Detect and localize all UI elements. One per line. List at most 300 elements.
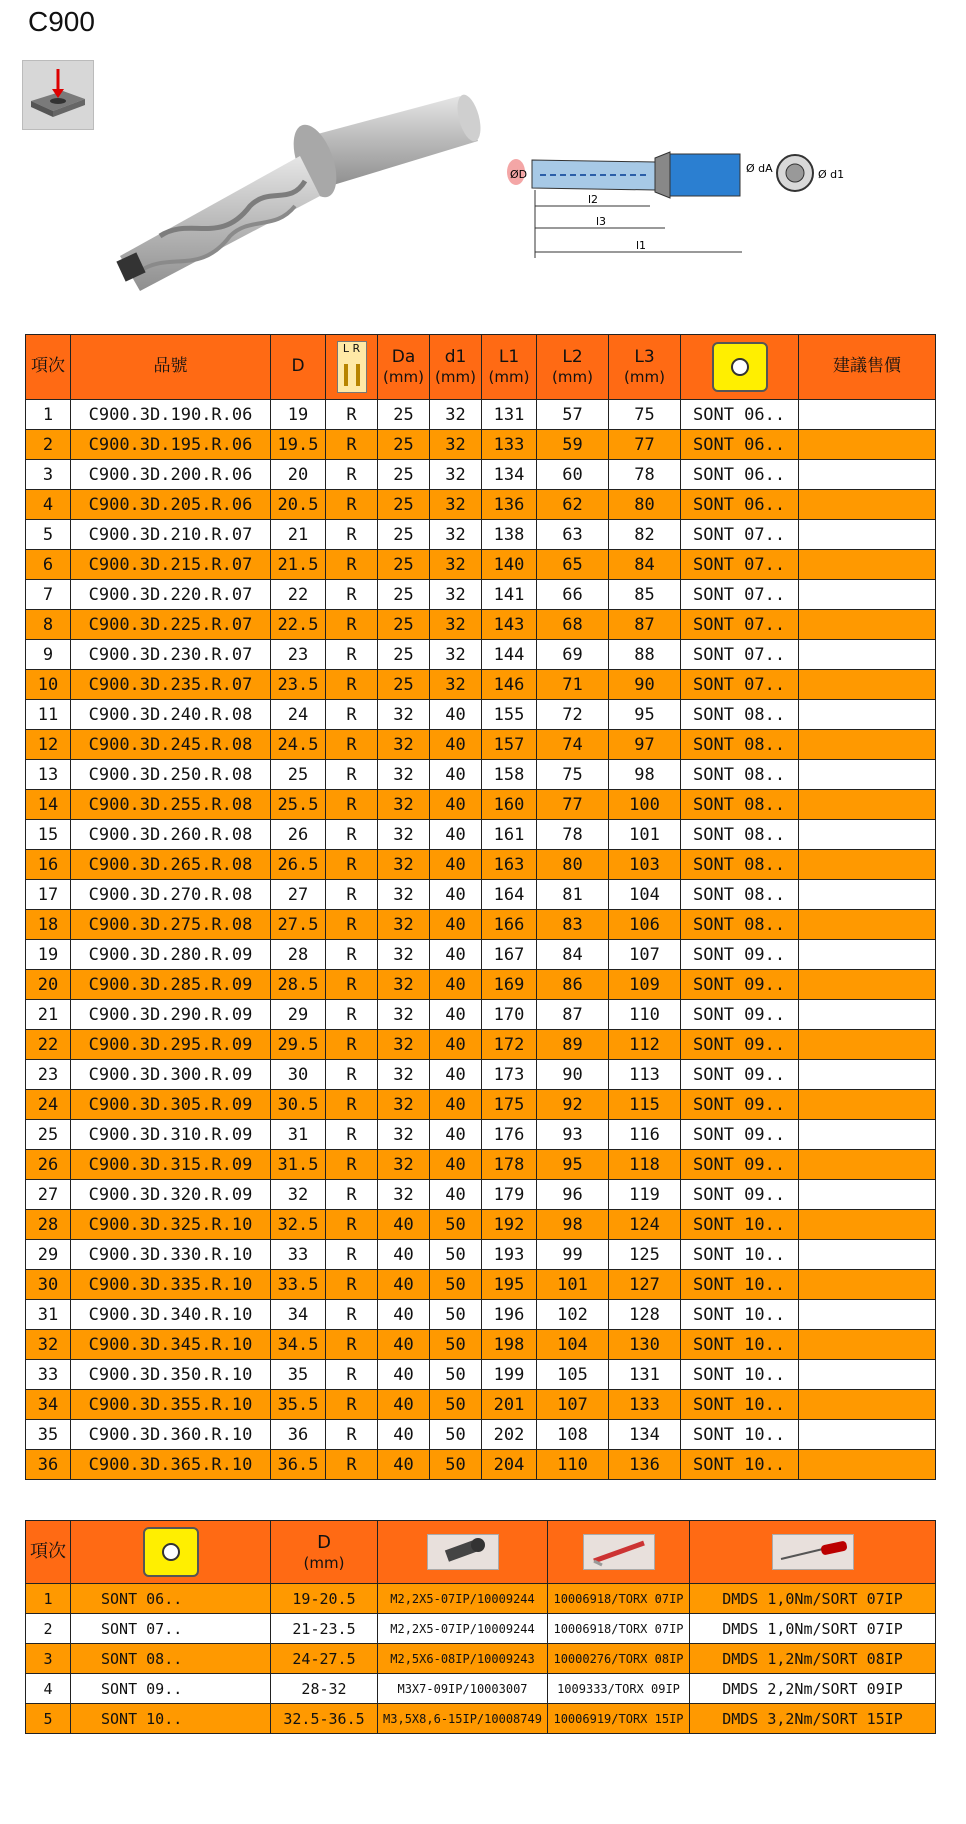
table-row [26,1674,936,1704]
cell-Da: 32 [378,1000,430,1030]
cell-part: C900.3D.270.R.08 [71,880,271,910]
cell-d1: 50 [430,1450,482,1480]
header-Da: Da (mm) [378,335,430,400]
cell-no: 6 [26,550,71,580]
cell-d1: 40 [430,880,482,910]
cell-key: 10006918/TORX 07IP [548,1614,690,1644]
cell-no: 7 [26,580,71,610]
cell-part: C900.3D.195.R.06 [71,430,271,460]
cell-Da: 32 [378,1180,430,1210]
cell-D: 31.5 [271,1150,326,1180]
cell-L3: 98 [609,760,681,790]
table-row [26,1000,936,1030]
table-row [26,670,936,700]
cell-L2: 96 [537,1180,609,1210]
cell-L1: 173 [482,1060,537,1090]
cell-L3: 124 [609,1210,681,1240]
screw-icon [427,1534,499,1570]
cell-insert: SONT 10.. [681,1270,799,1300]
cell-lr: R [326,610,378,640]
cell-part: C900.3D.230.R.07 [71,640,271,670]
cell-D: 34 [271,1300,326,1330]
cell-L2: 89 [537,1030,609,1060]
cell-L3: 118 [609,1150,681,1180]
cell-d1: 32 [430,670,482,700]
cell-part: C900.3D.255.R.08 [71,790,271,820]
header-L1: L1 (mm) [482,335,537,400]
cell-Da: 25 [378,460,430,490]
table-row [26,490,936,520]
cell-L1: 198 [482,1330,537,1360]
cell-insert: SONT 09.. [681,1090,799,1120]
table-row [26,1420,936,1450]
cell-L2: 60 [537,460,609,490]
cell-price [799,1000,936,1030]
cell-L3: 128 [609,1300,681,1330]
cell-L3: 75 [609,400,681,430]
cell-part: C900.3D.275.R.08 [71,910,271,940]
cell-d1: 32 [430,610,482,640]
dim-da-label: Ø dA [746,162,773,175]
cell-part: C900.3D.300.R.09 [71,1060,271,1090]
cell-L3: 100 [609,790,681,820]
cell-lr: R [326,460,378,490]
cell-Da: 32 [378,1150,430,1180]
table-row [26,1450,936,1480]
dim-l2-label: l2 [588,193,599,206]
header-no: 項次 [26,335,71,400]
cell-Da: 32 [378,1090,430,1120]
cell-lr: R [326,910,378,940]
table-row [26,790,936,820]
cell-L3: 110 [609,1000,681,1030]
cell-d1: 32 [430,490,482,520]
cell-no: 3 [26,460,71,490]
cell-Da: 40 [378,1330,430,1360]
cell-L3: 101 [609,820,681,850]
cell-no: 30 [26,1270,71,1300]
cell-D: 34.5 [271,1330,326,1360]
cell-part: C900.3D.205.R.06 [71,490,271,520]
cell-lr: R [326,400,378,430]
cell-lr: R [326,820,378,850]
cell-no: 2 [26,1614,71,1644]
cell-L3: 84 [609,550,681,580]
cell-D: 21.5 [271,550,326,580]
header-L3: L3 (mm) [609,335,681,400]
drill-dimension-drawing [500,150,860,280]
cell-d1: 40 [430,1120,482,1150]
cell-price [799,1150,936,1180]
cell-L3: 103 [609,850,681,880]
cell-part: C900.3D.210.R.07 [71,520,271,550]
cell-no: 29 [26,1240,71,1270]
cell-no: 17 [26,880,71,910]
cell-Da: 25 [378,580,430,610]
cell-no: 1 [26,1584,71,1614]
cell-part: C900.3D.295.R.09 [71,1030,271,1060]
cell-L3: 82 [609,520,681,550]
cell-D: 32.5 [271,1210,326,1240]
cell-d1: 32 [430,430,482,460]
cell-insert: SONT 08.. [681,880,799,910]
cell-L3: 104 [609,880,681,910]
cell-price [799,820,936,850]
table-header-row [26,1521,936,1584]
cell-insert: SONT 09.. [681,1180,799,1210]
table-row [26,430,936,460]
cell-L2: 101 [537,1270,609,1300]
cell-L3: 85 [609,580,681,610]
dim-l3-label: l3 [596,215,607,228]
cell-key: 1009333/TORX 09IP [548,1674,690,1704]
cell-price [799,1120,936,1150]
cell-L2: 90 [537,1060,609,1090]
cell-price [799,790,936,820]
cell-L3: 130 [609,1330,681,1360]
cell-L2: 102 [537,1300,609,1330]
cell-insert: SONT 10.. [681,1450,799,1480]
cell-lr: R [326,1030,378,1060]
cell-L3: 112 [609,1030,681,1060]
cell-price [799,610,936,640]
cell-price [799,1420,936,1450]
cell-Da: 32 [378,970,430,1000]
header-insert [71,1521,271,1584]
cell-D: 21 [271,520,326,550]
cell-D: 23.5 [271,670,326,700]
cell-part: C900.3D.360.R.10 [71,1420,271,1450]
cell-part: C900.3D.320.R.09 [71,1180,271,1210]
cell-insert: SONT 08.. [681,760,799,790]
cell-no: 15 [26,820,71,850]
cell-lr: R [326,1450,378,1480]
accessory-table [25,1520,936,1734]
dim-d1-label: Ø d1 [818,168,845,181]
cell-screw: M2,5X6-08IP/10009243 [378,1644,548,1674]
cell-L1: 170 [482,1000,537,1030]
cell-D: 31 [271,1120,326,1150]
cell-d1: 40 [430,850,482,880]
cell-no: 28 [26,1210,71,1240]
cell-insert: SONT 08.. [681,910,799,940]
cell-L3: 116 [609,1120,681,1150]
cell-part: C900.3D.325.R.10 [71,1210,271,1240]
cell-D: 26.5 [271,850,326,880]
cell-D: 25 [271,760,326,790]
cell-D: 22 [271,580,326,610]
table-row [26,1060,936,1090]
cell-L3: 87 [609,610,681,640]
cell-L3: 107 [609,940,681,970]
cell-d1: 32 [430,640,482,670]
cell-d1: 40 [430,1180,482,1210]
cell-lr: R [326,970,378,1000]
cell-Da: 40 [378,1300,430,1330]
cell-L2: 77 [537,790,609,820]
cell-L2: 66 [537,580,609,610]
cell-insert: SONT 06.. [681,460,799,490]
cell-lr: R [326,1120,378,1150]
cell-L2: 65 [537,550,609,580]
cell-L1: 193 [482,1240,537,1270]
cell-no: 10 [26,670,71,700]
cell-insert: SONT 07.. [681,670,799,700]
cell-L2: 87 [537,1000,609,1030]
cell-L3: 109 [609,970,681,1000]
cell-d1: 50 [430,1270,482,1300]
cell-insert: SONT 10.. [681,1300,799,1330]
cell-key: 10006918/TORX 07IP [548,1584,690,1614]
table-row [26,1120,936,1150]
cell-lr: R [326,1060,378,1090]
cell-Da: 40 [378,1240,430,1270]
cell-lr: R [326,640,378,670]
cell-part: C900.3D.290.R.09 [71,1000,271,1030]
cell-lr: R [326,670,378,700]
cell-D: 36 [271,1420,326,1450]
cell-insert: SONT 10.. [681,1390,799,1420]
cell-part: C900.3D.240.R.08 [71,700,271,730]
cell-L3: 131 [609,1360,681,1390]
cell-price [799,1210,936,1240]
cell-no: 34 [26,1390,71,1420]
cell-L2: 69 [537,640,609,670]
cell-L3: 80 [609,490,681,520]
cell-d1: 40 [430,910,482,940]
cell-D: 22.5 [271,610,326,640]
cell-no: 13 [26,760,71,790]
cell-Da: 40 [378,1270,430,1300]
cell-part: C900.3D.345.R.10 [71,1330,271,1360]
cell-no: 5 [26,520,71,550]
cell-price [799,1330,936,1360]
table-row [26,1584,936,1614]
cell-price [799,850,936,880]
cell-part: C900.3D.220.R.07 [71,580,271,610]
table-row [26,1704,936,1734]
table-row [26,760,936,790]
cell-screw: M2,2X5-07IP/10009244 [378,1614,548,1644]
cell-D: 30.5 [271,1090,326,1120]
cell-lr: R [326,1360,378,1390]
cell-key: 10006919/TORX 15IP [548,1704,690,1734]
cell-no: 25 [26,1120,71,1150]
dim-D-label: ØD [510,168,528,181]
cell-part: C900.3D.215.R.07 [71,550,271,580]
cell-L1: 140 [482,550,537,580]
cell-L1: 157 [482,730,537,760]
cell-lr: R [326,1180,378,1210]
cell-no: 1 [26,400,71,430]
cell-L2: 95 [537,1150,609,1180]
header-D: D [271,335,326,400]
table-row [26,1150,936,1180]
cell-insert: SONT 08.. [681,700,799,730]
cell-L1: 201 [482,1390,537,1420]
cell-no: 20 [26,970,71,1000]
cell-price [799,730,936,760]
cell-price [799,1180,936,1210]
cell-d1: 32 [430,400,482,430]
table-row [26,1644,936,1674]
table-row [26,880,936,910]
cell-insert: SONT 09.. [681,970,799,1000]
cell-part: C900.3D.330.R.10 [71,1240,271,1270]
cell-Da: 32 [378,880,430,910]
cell-L2: 92 [537,1090,609,1120]
cell-driver: DMDS 1,0Nm/SORT 07IP [690,1614,936,1644]
header-screw [378,1521,548,1584]
drilling-operation-icon [22,60,94,130]
cell-L2: 57 [537,400,609,430]
cell-lr: R [326,700,378,730]
cell-price [799,550,936,580]
cell-L3: 136 [609,1450,681,1480]
cell-insert: SONT 08.. [71,1644,271,1674]
cell-D: 20 [271,460,326,490]
table-row [26,1360,936,1390]
cell-L1: 192 [482,1210,537,1240]
cell-Da: 32 [378,850,430,880]
cell-insert: SONT 07.. [681,640,799,670]
cell-part: C900.3D.335.R.10 [71,1270,271,1300]
cell-part: C900.3D.350.R.10 [71,1360,271,1390]
cell-no: 4 [26,490,71,520]
table-row [26,610,936,640]
cell-D: 19-20.5 [271,1584,378,1614]
cell-no: 33 [26,1360,71,1390]
cell-price [799,970,936,1000]
cell-L2: 62 [537,490,609,520]
cell-insert: SONT 10.. [71,1704,271,1734]
table-row [26,910,936,940]
cell-lr: R [326,790,378,820]
cell-no: 12 [26,730,71,760]
table-row [26,550,936,580]
cell-insert: SONT 10.. [681,1420,799,1450]
table-row [26,940,936,970]
cell-L3: 90 [609,670,681,700]
cell-L1: 161 [482,820,537,850]
cell-no: 35 [26,1420,71,1450]
cell-D: 27 [271,880,326,910]
cell-no: 24 [26,1090,71,1120]
table-row [26,400,936,430]
cell-L3: 106 [609,910,681,940]
cell-driver: DMDS 1,2Nm/SORT 08IP [690,1644,936,1674]
cell-no: 18 [26,910,71,940]
cell-L2: 72 [537,700,609,730]
cell-L1: 172 [482,1030,537,1060]
cell-d1: 50 [430,1420,482,1450]
cell-price [799,910,936,940]
cell-L2: 63 [537,520,609,550]
table-row [26,1240,936,1270]
cell-no: 5 [26,1704,71,1734]
cell-D: 19 [271,400,326,430]
cell-D: 24.5 [271,730,326,760]
cell-L2: 105 [537,1360,609,1390]
cell-price [799,580,936,610]
table-row [26,520,936,550]
cell-insert: SONT 10.. [681,1360,799,1390]
cell-d1: 40 [430,1150,482,1180]
cell-D: 32 [271,1180,326,1210]
cell-L1: 143 [482,610,537,640]
cell-D: 20.5 [271,490,326,520]
header-L2: L2 (mm) [537,335,609,400]
cell-d1: 40 [430,940,482,970]
cell-price [799,1090,936,1120]
cell-price [799,490,936,520]
cell-L3: 95 [609,700,681,730]
cell-insert: SONT 06.. [71,1584,271,1614]
cell-L1: 202 [482,1420,537,1450]
table-row [26,820,936,850]
cell-no: 9 [26,640,71,670]
cell-no: 23 [26,1060,71,1090]
cell-no: 16 [26,850,71,880]
cell-part: C900.3D.265.R.08 [71,850,271,880]
cell-part: C900.3D.225.R.07 [71,610,271,640]
cell-price [799,1300,936,1330]
cell-insert: SONT 09.. [681,1150,799,1180]
table-row [26,1270,936,1300]
left-right-hand-icon: L R [337,341,367,393]
cell-d1: 50 [430,1300,482,1330]
cell-no: 2 [26,430,71,460]
header-part: 品號 [71,335,271,400]
cell-Da: 32 [378,940,430,970]
cell-insert: SONT 08.. [681,820,799,850]
cell-L1: 131 [482,400,537,430]
cell-no: 32 [26,1330,71,1360]
cell-insert: SONT 07.. [681,550,799,580]
cell-price [799,1240,936,1270]
cell-L2: 83 [537,910,609,940]
cell-no: 22 [26,1030,71,1060]
cell-price [799,1390,936,1420]
cell-L1: 163 [482,850,537,880]
cell-lr: R [326,520,378,550]
cell-no: 36 [26,1450,71,1480]
cell-D: 36.5 [271,1450,326,1480]
cell-L3: 119 [609,1180,681,1210]
cell-Da: 25 [378,550,430,580]
header-driver [690,1521,936,1584]
cell-key: 10000276/TORX 08IP [548,1644,690,1674]
cell-L1: 179 [482,1180,537,1210]
cell-part: C900.3D.340.R.10 [71,1300,271,1330]
cell-d1: 32 [430,460,482,490]
cell-part: C900.3D.280.R.09 [71,940,271,970]
cell-d1: 40 [430,1000,482,1030]
table-row [26,1180,936,1210]
cell-L3: 134 [609,1420,681,1450]
table-row [26,1330,936,1360]
cell-part: C900.3D.200.R.06 [71,460,271,490]
cell-part: C900.3D.260.R.08 [71,820,271,850]
cell-part: C900.3D.190.R.06 [71,400,271,430]
cell-insert: SONT 06.. [681,490,799,520]
cell-L3: 88 [609,640,681,670]
header-no: 項次 [26,1521,71,1584]
cell-part: C900.3D.310.R.09 [71,1120,271,1150]
cell-no: 27 [26,1180,71,1210]
cell-L2: 86 [537,970,609,1000]
cell-lr: R [326,730,378,760]
